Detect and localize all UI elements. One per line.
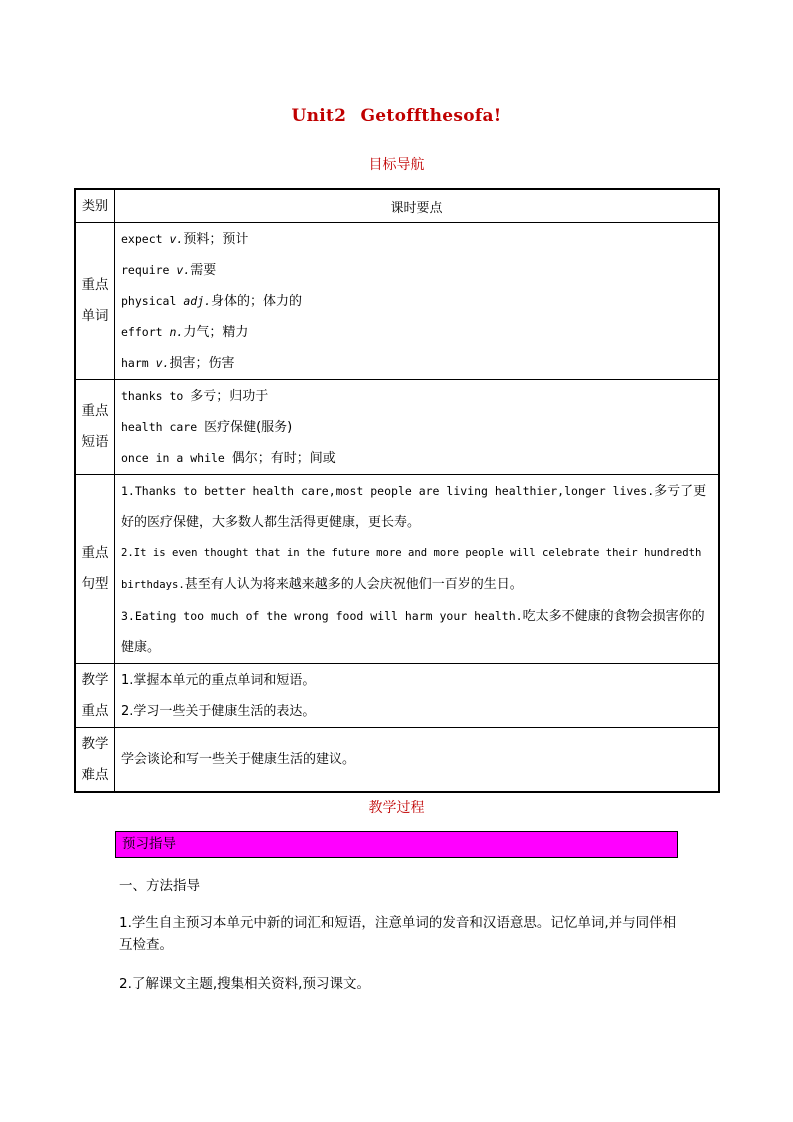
section-heading-goals: 目标导航 xyxy=(368,157,425,173)
sentence-item: 2.It is even thought that in the future more and more people will celebrate their hundredth birthdays.甚至有人认为将来越来越多的人会庆祝他们一百岁的生日。 xyxy=(121,546,702,592)
word-item: require v.需要 xyxy=(121,262,217,278)
sentence-item: 3.Eating too much of the wrong food will harm your health.吃太多不健康的食物会损害你的健康。 xyxy=(121,608,705,655)
category-words: 重点 单词 xyxy=(75,223,115,380)
word-item: effort n.力气；精力 xyxy=(121,324,249,340)
word-item: expect v.预料；预计 xyxy=(121,231,249,247)
table-row-sentences xyxy=(75,475,719,664)
table-header-row xyxy=(75,189,719,223)
category-focus: 教学 重点 xyxy=(75,664,115,728)
table-row-phrases xyxy=(75,380,719,475)
phrase-item: health care 医疗保健(服务) xyxy=(121,419,293,435)
table-row-words xyxy=(75,223,719,380)
phrase-item: once in a while 偶尔；有时；间或 xyxy=(121,450,336,466)
header-content: 课时要点 xyxy=(115,189,720,223)
method-item: 1.学生自主预习本单元中新的词汇和短语，注意单词的发音和汉语意思。记忆单词,并与同伴相互检查。 xyxy=(119,915,677,953)
word-item: physical adj.身体的；体力的 xyxy=(121,293,303,309)
category-phrases: 重点 短语 xyxy=(75,380,115,475)
sentence-item: 1.Thanks to better health care,most people are living healthier,longer lives.多亏了更好的医疗保健，大多数人都生活得更健康，更长寿。 xyxy=(121,483,707,530)
preview-guide-banner: 预习指导 xyxy=(115,831,678,858)
table-row-focus xyxy=(75,664,719,728)
method-heading: 一、方法指导 xyxy=(119,878,200,894)
focus-item: 1.掌握本单元的重点单词和短语。 xyxy=(121,672,316,688)
words-list xyxy=(115,223,720,380)
focus-item: 2.学习一些关于健康生活的表达。 xyxy=(121,703,316,719)
sentences-list xyxy=(115,475,720,664)
method-item: 2.了解课文主题,搜集相关资料,预习课文。 xyxy=(119,976,370,992)
category-difficulty: 教学 难点 xyxy=(75,728,115,793)
word-item: harm v.损害；伤害 xyxy=(121,355,235,371)
page-title: Unit2 Getoffthesofa! xyxy=(291,106,502,126)
header-category: 类别 xyxy=(75,189,115,223)
category-sentences: 重点 句型 xyxy=(75,475,115,664)
focus-list xyxy=(115,664,720,728)
section-heading-process: 教学过程 xyxy=(368,800,425,816)
table-row-difficulty xyxy=(75,728,719,793)
phrase-item: thanks to 多亏；归功于 xyxy=(121,388,269,404)
lesson-points-table xyxy=(74,188,720,793)
phrases-list xyxy=(115,380,720,475)
difficulty-text: 学会谈论和写一些关于健康生活的建议。 xyxy=(115,728,720,793)
